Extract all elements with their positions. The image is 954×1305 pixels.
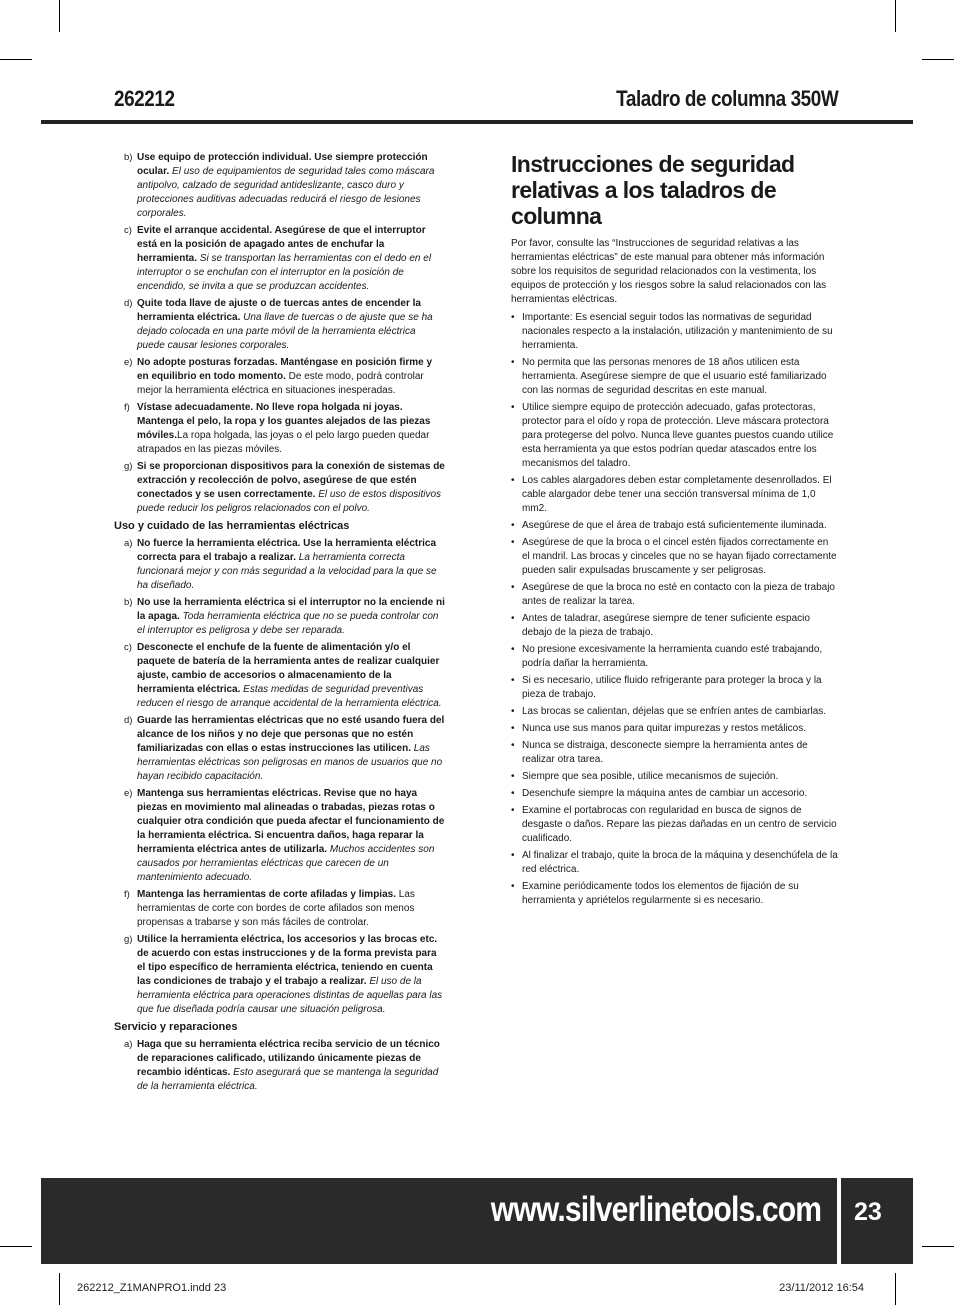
bullet-dot-icon: • (511, 675, 515, 686)
item-rule: Si se proporcionan dispositivos para la conexión de sistemas de extracción y recolección de polvo, asegúrese de que estén conectados y se usen correctamente. (137, 461, 445, 500)
bullet-dot-icon: • (511, 402, 515, 413)
safety-item (112, 787, 446, 885)
bullet-dot-icon: • (511, 706, 515, 717)
crop-mark (922, 59, 954, 60)
bullet-text: Examine periódicamente todos los elementos de fijación de su herramienta y apriételos regularmente si es necesario. (522, 881, 799, 906)
product-title: Taladro de columna 350W (615, 86, 838, 111)
item-letter: b) (124, 597, 133, 608)
bullet-dot-icon: • (511, 740, 515, 751)
bullet-dot-icon: • (511, 881, 515, 892)
safety-item (112, 714, 446, 784)
item-rule: Evite el arranque accidental. Asegúrese de que el interruptor está en la posición de apagado antes de enchufar la herramienta. (137, 225, 426, 264)
item-explanation: Estas medidas de seguridad preventivas reducen el riesgo de arranque accidental de la herramienta eléctrica. (137, 684, 442, 709)
item-rule: No adopte posturas forzadas. Manténgase en posición firme y en equilibrio en todo momento. (137, 357, 433, 382)
item-rule: No fuerce la herramienta eléctrica. Use la herramienta eléctrica correcta para el trabajo a realizar. (137, 538, 437, 563)
crop-mark (895, 0, 896, 32)
header-rule (41, 120, 913, 124)
bullet-text: No permita que las personas menores de 18 años utilicen esta herramienta. Asegúrese siempre de que el usuario esté familiarizado con las normas de seguridad descritas en este manual. (522, 357, 827, 396)
crop-mark (59, 1273, 60, 1305)
item-letter: g) (124, 461, 133, 472)
bullet-list (511, 311, 838, 908)
item-letter: b) (124, 152, 133, 163)
item-explanation: Una llave de tuercas o de ajuste que se ha dejado colocada en una parte móvil de la herramienta eléctrica puede causar lesiones corporales. (137, 312, 433, 351)
bullet-dot-icon: • (511, 582, 515, 593)
safety-item (112, 356, 446, 398)
safety-item (112, 933, 446, 1017)
bullet-item (511, 722, 838, 736)
safety-list-personal (112, 151, 446, 516)
bullet-dot-icon: • (511, 357, 515, 368)
crop-mark (59, 0, 60, 32)
bullet-item (511, 705, 838, 719)
item-explanation: Esto asegurará que se mantenga la seguridad de la herramienta eléctrica. (137, 1067, 439, 1092)
bullet-text: No presione excesivamente la herramienta cuando esté trabajando, podría dañar la herramienta. (522, 644, 823, 669)
bullet-text: Antes de taladrar, asegúrese siempre de tener suficiente espacio debajo de la pieza de trabajo. (522, 613, 810, 638)
item-explanation: Las herramientas de corte con bordes de corte afilados son menos propensas a trabarse y son más fáciles de controlar. (137, 889, 415, 928)
safety-item (112, 1038, 446, 1094)
bullet-item (511, 581, 838, 609)
item-explanation: Toda herramienta eléctrica que no se pueda controlar con el interruptor es peligrosa y debe ser reparada. (137, 611, 439, 636)
right-column (511, 151, 838, 911)
item-rule: Vístase adecuadamente. No lleve ropa holgada ni joyas. Mantenga el pelo, la ropa y los guantes alejados de las piezas móviles. (137, 402, 431, 441)
bullet-item (511, 787, 838, 801)
item-rule: Utilice la herramienta eléctrica, los accesorios y las brocas etc. de acuerdo con estas instrucciones y de la forma prevista para el tipo específico de herramienta eléctrica, teniendo en cuenta las condiciones de trabajo y el trabajo a realizar. (137, 934, 438, 987)
item-letter: f) (124, 402, 130, 413)
bullet-item (511, 474, 838, 516)
bullet-text: Importante: Es esencial seguir todos las normativas de seguridad nacionales respecto a la instalación, utilización y mantenimiento de su herramienta. (522, 312, 833, 351)
bullet-text: Si es necesario, utilice fluido refrigerante para proteger la broca y la pieza de trabajo. (522, 675, 822, 700)
bullet-item (511, 401, 838, 471)
subheading-service: Servicio y reparaciones (114, 1021, 238, 1033)
item-explanation: Las herramientas eléctricas son peligrosas en manos de usuarios que no hayan recibido capacitación. (137, 743, 443, 782)
crop-mark (0, 1246, 32, 1247)
bullet-text: Nunca use sus manos para quitar impurezas y restos metálicos. (522, 723, 807, 734)
item-letter: d) (124, 298, 133, 309)
slug-date: 23/11/2012 16:54 (779, 1282, 864, 1294)
crop-mark (0, 59, 32, 60)
website-link[interactable]: www.silverlinetools.com (490, 1190, 821, 1229)
item-letter: d) (124, 715, 133, 726)
section-title: Instrucciones de seguridad relativas a los taladros de columna (511, 151, 795, 229)
bullet-text: Siempre que sea posible, utilice mecanismos de sujeción. (522, 771, 779, 782)
item-letter: e) (124, 357, 133, 368)
bullet-dot-icon: • (511, 644, 515, 655)
page-number: 23 (854, 1198, 882, 1226)
bullet-dot-icon: • (511, 850, 515, 861)
bullet-item (511, 804, 838, 846)
bullet-item (511, 311, 838, 353)
bullet-dot-icon: • (511, 475, 515, 486)
safety-item (112, 460, 446, 516)
footer-bar (41, 1178, 913, 1264)
item-letter: a) (124, 1039, 133, 1050)
bullet-dot-icon: • (511, 788, 515, 799)
item-letter: c) (124, 642, 132, 653)
bullet-text: Las brocas se calientan, déjelas que se enfríen antes de cambiarlas. (522, 706, 827, 717)
item-explanation: Muchos accidentes son causados por herramientas eléctricas que carecen de un mantenimiento adecuado. (137, 844, 435, 883)
safety-list-service (112, 1038, 446, 1094)
safety-list-tool-care (112, 537, 446, 1017)
bullet-item (511, 849, 838, 877)
bullet-text: Asegúrese de que la broca no esté en contacto con la pieza de trabajo antes de realizar la tarea. (522, 582, 835, 607)
safety-item (112, 537, 446, 593)
bullet-text: Los cables alargadores deben estar completamente desenrollados. El cable alargador debe tener una sección transversal mínima de 1,0 mm2. (522, 475, 832, 514)
bullet-dot-icon: • (511, 771, 515, 782)
item-rule: Mantenga las herramientas de corte afiladas y limpias. (137, 889, 396, 900)
bullet-dot-icon: • (511, 613, 515, 624)
footer-separator (837, 1178, 841, 1264)
product-code: 262212 (114, 86, 175, 111)
crop-mark (922, 1246, 954, 1247)
item-rule: Guarde las herramientas eléctricas que no esté usando fuera del alcance de los niños y no deje que personas que no estén familiarizadas con ellas o estas instrucciones las utilicen. (137, 715, 445, 754)
bullet-item (511, 536, 838, 578)
bullet-text: Utilice siempre equipo de protección adecuado, gafas protectoras, protector para el oído y ropa de protección. Lleve máscara protectora para protegerse del polvo. Nunca lleve guantes puestos cuando utilice esta herramienta ya que estos podrían quedar atascados entre los mecanismos del taladro. (522, 402, 834, 469)
intro-paragraph: Por favor, consulte las “Instrucciones de seguridad relativas a las herramientas eléctricas” de este manual para obtener más información sobre los requisitos de seguridad relacionados con la vestimenta, los equipos de protección y los riesgos sobre la salud relacionados con las herramientas eléctricas. (511, 238, 827, 305)
left-column (112, 151, 446, 1097)
item-explanation: Si se transportan las herramientas con el dedo en el interruptor o se enchufan con el interruptor en la posición de encendido, se invita a que se produzcan accidentes. (137, 253, 432, 292)
safety-item (112, 297, 446, 353)
bullet-dot-icon: • (511, 805, 515, 816)
item-rule: Desconecte el enchufe de la fuente de alimentación y/o el paquete de batería de la herramienta antes de realizar cualquier ajuste, cambio de accesorios o almacenamiento de la herramienta eléctrica. (137, 642, 440, 695)
bullet-item (511, 739, 838, 767)
item-letter: g) (124, 934, 133, 945)
item-rule: Use equipo de protección individual. Use siempre protección ocular. (137, 152, 428, 177)
safety-item (112, 151, 446, 221)
subheading-tool-care: Uso y cuidado de las herramientas eléctricas (114, 520, 350, 532)
item-rule: No use la herramienta eléctrica si el interruptor no la enciende ni la apaga. (137, 597, 445, 622)
safety-item (112, 224, 446, 294)
bullet-text: Al finalizar el trabajo, quite la broca de la máquina y desenchúfela de la red eléctrica. (522, 850, 838, 875)
bullet-item (511, 674, 838, 702)
item-explanation: La herramienta correcta funcionará mejor y con más seguridad a la velocidad para la que se ha diseñado. (137, 552, 437, 591)
item-explanation: La ropa holgada, las joyas o el pelo largo pueden quedar atrapados en las piezas móviles. (137, 430, 430, 455)
bullet-dot-icon: • (511, 312, 515, 323)
item-explanation: De este modo, podrá controlar mejor la herramienta eléctrica en situaciones inesperadas. (137, 371, 424, 396)
bullet-item (511, 519, 838, 533)
item-rule: Mantenga sus herramientas eléctricas. Revise que no haya piezas en movimiento mal alineadas o trabadas, piezas rotas o cualquier otra condición que pueda afectar el funcionamiento de la herramienta eléctrica. Si encuentra daños, haga reparar la herramienta eléctrica antes de utilizarla. (137, 788, 445, 855)
bullet-text: Nunca se distraiga, desconecte siempre la herramienta antes de realizar otra tarea. (522, 740, 808, 765)
bullet-item (511, 880, 838, 908)
safety-item (112, 401, 446, 457)
bullet-text: Asegúrese de que el área de trabajo está suficientemente iluminada. (522, 520, 827, 531)
item-letter: a) (124, 538, 133, 549)
bullet-dot-icon: • (511, 520, 515, 531)
bullet-text: Asegúrese de que la broca o el cincel estén fijados correctamente en el mandril. Las brocas y cinceles que no se hayan fijado correctamente pueden salir expulsadas bruscamente y ser peligrosas. (522, 537, 837, 576)
bullet-dot-icon: • (511, 537, 515, 548)
item-letter: f) (124, 889, 130, 900)
bullet-item (511, 643, 838, 671)
item-letter: e) (124, 788, 133, 799)
bullet-item (511, 770, 838, 784)
item-explanation: El uso de estos dispositivos puede reducir los peligros relacionados con el polvo. (137, 489, 442, 514)
bullet-dot-icon: • (511, 723, 515, 734)
item-rule: Quite toda llave de ajuste o de tuercas antes de encender la herramienta eléctrica. (137, 298, 421, 323)
bullet-item (511, 356, 838, 398)
safety-item (112, 888, 446, 930)
bullet-text: Examine el portabrocas con regularidad en busca de signos de desgaste o daños. Repare las piezas dañadas en un centro de servicio cualificado. (522, 805, 837, 844)
safety-item (112, 596, 446, 638)
bullet-item (511, 612, 838, 640)
item-letter: c) (124, 225, 132, 236)
bullet-text: Desenchufe siempre la máquina antes de cambiar un accesorio. (522, 788, 808, 799)
safety-item (112, 641, 446, 711)
item-explanation: El uso de equipamientos de seguridad tales como máscara antipolvo, calzado de seguridad antideslizante, casco duro y protecciones auditivas adecuadas reducirá el riesgo de lesiones corporales. (137, 166, 435, 219)
item-explanation: El uso de la herramienta eléctrica para operaciones distintas de aquellas para las que fue diseñada podría causar une situación peligrosa. (137, 976, 443, 1015)
slug-filename: 262212_Z1MANPRO1.indd 23 (77, 1282, 227, 1294)
crop-mark (895, 1273, 896, 1305)
item-rule: Haga que su herramienta eléctrica reciba servicio de un técnico de reparaciones calificado, utilizando únicamente piezas de recambio idénticas. (137, 1039, 440, 1078)
